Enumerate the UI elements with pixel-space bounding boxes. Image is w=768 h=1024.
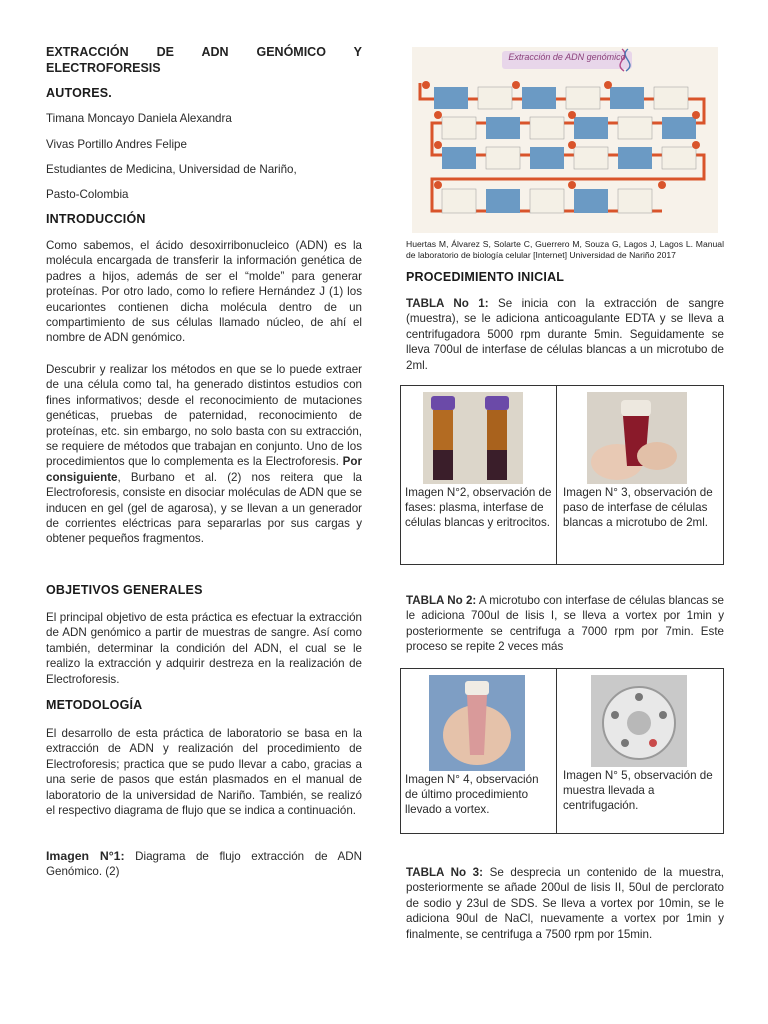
image-2-caption: Imagen N°2, observación de fases: plasma, interfase de células blancas y eritrocitos. xyxy=(405,486,552,529)
image-3-caption: Imagen N° 3, observación de paso de interfase de células blancas a microtubo de 2ml. xyxy=(563,486,713,529)
figure-1-caption: Imagen N°1: Diagrama de flujo extracción de ADN Genómico. (2) xyxy=(46,849,363,879)
table-2-text: TABLA No 2: A microtubo con interfase de células blancas se le adiciona 700ul de lisis I, se lleva a vortex por 1min y posteriormente se centrifuga a 7000 rpm por 7min. Este proceso se repite 2 veces más xyxy=(406,594,724,654)
procedure-heading: PROCEDIMIENTO INICIAL xyxy=(406,270,565,284)
title-line-2: ELECTROFORESIS xyxy=(46,61,161,75)
intro-paragraph-1: Como sabemos, el ácido desoxirribonucleico (ADN) es la molécula encargada de transferir la información genética de padres a hijos, además de ser el “molde” para generar proteínas. Por otro lado, como lo refiere Hernández J (1) los eucariontes contienen dicha molécula dentro de un compartimiento de sus células llamado núcleo, de ahí el nombre de ADN genómico. xyxy=(46,239,362,345)
objectives-heading: OBJETIVOS GENERALES xyxy=(46,583,203,597)
author-1: Timana Moncayo Daniela Alexandra xyxy=(46,112,232,125)
table-3-label: TABLA No 3: xyxy=(406,866,483,879)
objectives-paragraph: El principal objetivo de esta práctica es efectuar la extracción de ADN genómico a partir de muestras de sangre. Así como también, determinar la condición del ADN, el cual se le realizo la extracción y adquirir destreza en la realización de Electroforesis. xyxy=(46,611,362,686)
image-4-caption: Imagen N° 4, observación de último procedimiento llevado a vortex. xyxy=(405,773,539,816)
table-2-label: TABLA No 2: xyxy=(406,594,477,607)
photo-blood-tubes xyxy=(423,392,523,484)
intro-heading: INTRODUCCIÓN xyxy=(46,212,146,226)
title-line-1: EXTRACCIÓN DE ADN GENÓMICO Y xyxy=(46,45,362,59)
paper-title xyxy=(46,44,362,76)
table-1-text: TABLA No 1: Se inicia con la extracción de sangre (muestra), se le adiciona anticoagulante EDTA y se lleva a centrifugadora 5000 rpm durante 5min. Seguidamente se lleva 700ul de interfase de células blancas a un microtubo de 2ml. xyxy=(406,297,724,372)
figure-1-label: Imagen N°1: xyxy=(46,849,125,863)
photo-centrifuge xyxy=(591,675,687,767)
image-table-2 xyxy=(400,668,724,834)
intro-paragraph-2: Descubrir y realizar los métodos en que se lo puede extraer de una célula como tal, ha generado distintos estudios con fines informativos; desde el reconocimiento de mutaciones genéticas, pruebas de paternidad, reconocimiento de proteínas, etc. sin embargo, no solo basta con su extracción, se requiere de métodos que trabajan en conjunto. Uno de los procedimientos que lo complementa es la Electroforesis. Por consiguiente, Burbano et al. (2) nos reitera que la Electroforesis, consiste en disociar moléculas de ADN que se inducen en gel (gel de agarosa), y se llevan a un generador de corrientes eléctricas para separarlas por sus cargas y obtener pequeños fragmentos. xyxy=(46,363,362,546)
image-5-caption: Imagen N° 5, observación de muestra llevada a centrifugación. xyxy=(563,769,713,812)
authors-heading: AUTORES. xyxy=(46,86,112,100)
flowchart-title: Extracción de ADN genómico xyxy=(508,52,626,62)
author-2: Vivas Portillo Andres Felipe xyxy=(46,138,187,151)
table-3-text: TABLA No 3: Se desprecia un contenido de la muestra, posteriormente se añade 200ul de lisis II, 50ul de perclorato de sodio y 23ul de SDS. Se lleva a vortex por 10min, se le adiciona 90ul de NaCl, nuevamente a vortex por 1min y finalmente, se centrifuga a 7500 rpm por 15min. xyxy=(406,866,724,941)
photo-vortex xyxy=(429,675,525,771)
flowchart-svg xyxy=(412,47,718,233)
author-location: Pasto-Colombia xyxy=(46,188,129,201)
photo-microtube xyxy=(587,392,687,484)
methodology-heading: METODOLOGÍA xyxy=(46,698,143,712)
image-table-1 xyxy=(400,385,724,565)
table-1-label: TABLA No 1: xyxy=(406,297,489,310)
methodology-paragraph: El desarrollo de esta práctica de laboratorio se basa en la extracción de ADN y realización del procedimiento de Electroforesis; practica que se pudo llevar a cabo, gracias a una serie de pasos que están plasmados en el manual de laboratorio de la universidad de Nariño. También, se realizó el respectivo diagrama de flujo que se indica a continuación. xyxy=(46,727,362,818)
author-affiliation: Estudiantes de Medicina, Universidad de Nariño, xyxy=(46,163,297,176)
flow-step-boxes xyxy=(434,87,696,213)
flowchart-reference: Huertas M, Álvarez S, Solarte C, Guerrero M, Souza G, Lagos J, Lagos L. Manual de laboratorio de biología celular [Internet] Universidad de Nariño 2017 xyxy=(406,239,724,260)
flowchart-figure xyxy=(412,47,718,233)
bold-connector: Por consiguiente xyxy=(46,455,362,484)
